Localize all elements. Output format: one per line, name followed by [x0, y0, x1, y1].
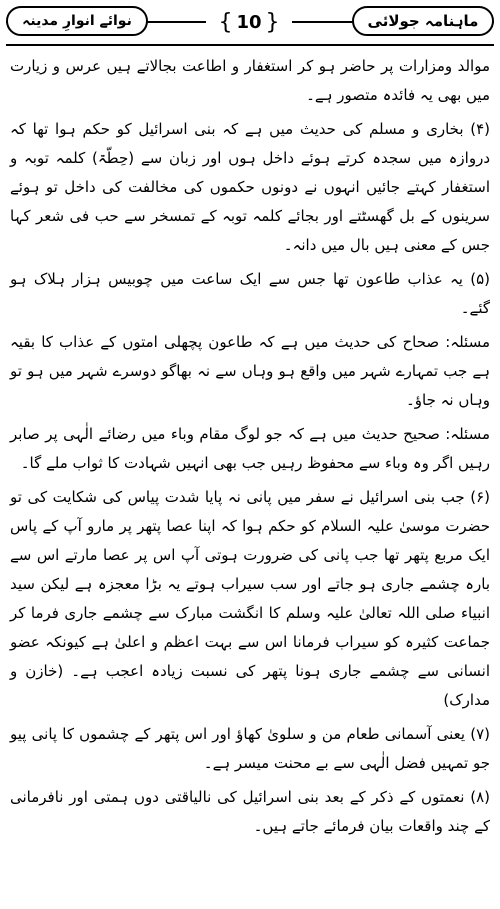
- paragraph-8: (۸) نعمتوں کے ذکر کے بعد بنی اسرائیل کی نالیاقتی دوں ہمتی اور نافرمانی کے چند واقعات بیان فرمائے جاتے ہیں۔: [10, 788, 490, 835]
- paragraph-5: مسئلہ: صحیح حدیث میں ہے کہ جو لوگ مقام وباء میں رضائے الٰہی پر صابر رہیں اگر وہ وباء سے محفوظ رہیں جب بھی انہیں شہادت کا ثواب ملے گا۔: [10, 425, 490, 472]
- magazine-title: ماہنامہ جولائی: [352, 6, 494, 36]
- publication-name: نوائے انوارِ مدینہ: [6, 6, 148, 36]
- right-bracket-ornament: }: [265, 9, 280, 35]
- page-number: 10: [236, 11, 262, 33]
- left-bracket-ornament: {: [218, 9, 233, 35]
- paragraph-3: (۵) یہ عذاب طاعون تھا جس سے ایک ساعت میں چوبیس ہزار ہلاک ہو گئے۔: [10, 270, 490, 317]
- paragraph-4: مسئلہ: صحاح کی حدیث میں ہے کہ طاعون پچھلی امتوں کے عذاب کا بقیہ ہے جب تمہارے شہر میں واقع ہو وہاں سے نہ بھاگو دوسرے شہر میں ہو تو وہاں نہ جاؤ۔: [10, 333, 490, 409]
- page-number-box: [206, 9, 292, 35]
- page-header: [6, 4, 494, 42]
- paragraph-6: (۶) جب بنی اسرائیل نے سفر میں پانی نہ پایا شدت پیاس کی شکایت کی تو حضرت موسیٰ علیہ السلام کو حکم ہوا کہ اپنا عصا پتھر پر مارو آپ کے پاس ایک مربع پتھر تھا جب پانی کی ضرورت ہوتی آپ اس پر عصا مارتے اس سے بارہ چشمے جاری ہو جاتے اور سب سیراب ہوتے یہ بڑا معجزہ ہے لیکن سید انبیاء صلی اللہ تعالیٰ علیہ وسلم کا انگشت مبارک سے چشمے جاری فرما کر جماعت کثیرہ کو سیراب فرمانا اس سے بہت اعظم و اعلیٰ ہے کیونکہ عضو انسانی سے چشمے جاری ہونا پتھر کی نسبت زیادہ اعجب ہے۔ (خازن و مدارک): [10, 488, 490, 709]
- paragraph-1: موالد ومزارات پر حاضر ہو کر استغفار و اطاعت بجالاتے ہیں عرس و زیارت میں بھی یہ فائدہ متصور ہے۔: [10, 57, 490, 104]
- header-rule: [6, 44, 494, 46]
- paragraph-2: (۴) بخاری و مسلم کی حدیث میں ہے کہ بنی اسرائیل کو حکم ہوا تھا کہ دروازہ میں سجدہ کرتے ہوئے داخل ہوں اور زبان سے (حِطّۃ) کلمہ توبہ و استغفار کہتے جائیں انہوں نے دونوں حکموں کی مخالفت کی داخل تو ہوئے سرینوں کے بل گھسٹتے اور بجائے کلمہ توبہ کے تمسخر سے حب فی شعر کہا جس کے معنی ہیں بال میں دانہ۔: [10, 120, 490, 254]
- paragraph-7: (۷) یعنی آسمانی طعام من و سلویٰ کھاؤ اور اس پتھر کے چشموں کا پانی پیو جو تمہیں فضل الٰہی سے بے محنت میسر ہے۔: [10, 725, 490, 772]
- article-body: [10, 52, 490, 846]
